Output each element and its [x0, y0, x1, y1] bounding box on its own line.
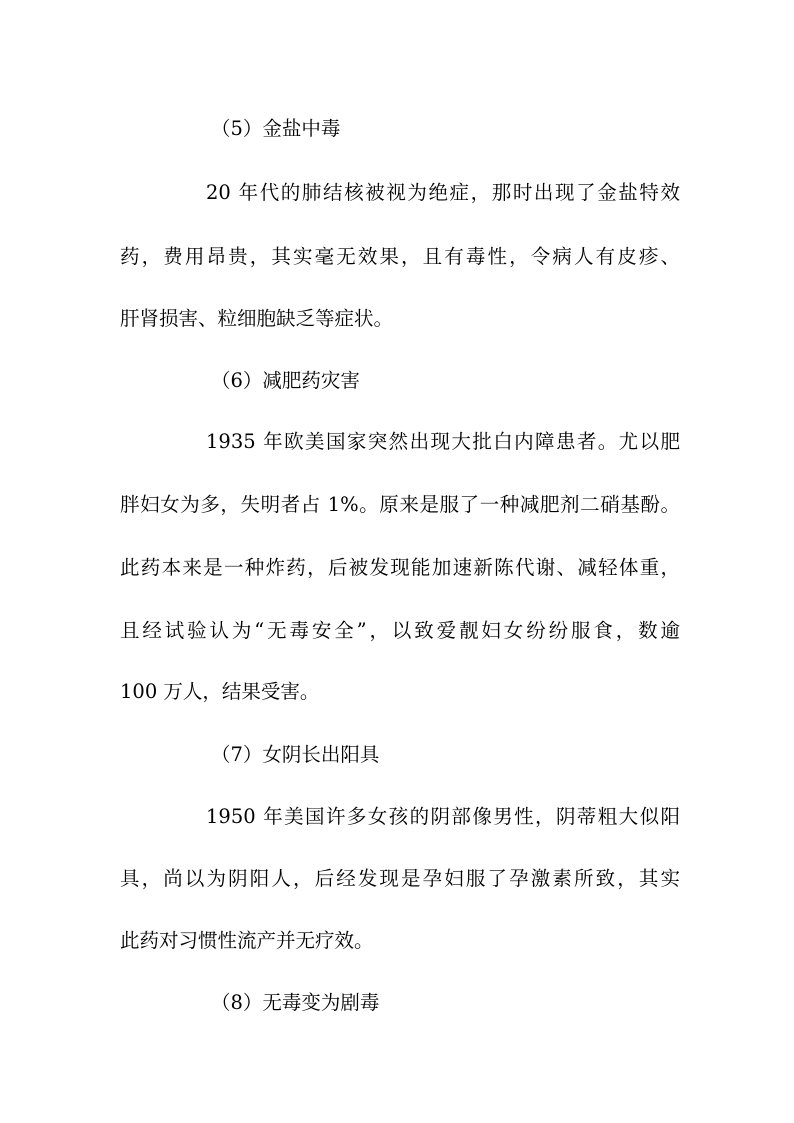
paragraph-line: 1950 年美国许多女孩的阴部像男性，阴蒂粗大似阳	[206, 805, 680, 828]
section-heading: （7）女阴长出阳具	[211, 743, 380, 766]
paragraph-line: 100 万人，结果受害。	[120, 680, 320, 703]
paragraph-line: 此药本来是一种炸药，后被发现能加速新陈代谢、减轻体重，	[120, 556, 680, 579]
section-heading: （6）减肥药灾害	[211, 369, 360, 392]
paragraph-line: 肝肾损害、粒细胞缺乏等症状。	[120, 307, 394, 330]
paragraph-line: 胖妇女为多，失明者占 1%。原来是服了一种减肥剂二硝基酚。	[120, 493, 680, 516]
paragraph-line: 具，尚以为阴阳人，后经发现是孕妇服了孕激素所致，其实	[120, 867, 680, 890]
paragraph-line: 此药对习惯性流产并无疗效。	[120, 929, 374, 952]
section-heading: （8）无毒变为剧毒	[211, 991, 380, 1014]
paragraph-line: 1935 年欧美国家突然出现大批白内障患者。尤以肥	[206, 430, 680, 453]
section-heading: （5）金盐中毒	[211, 117, 341, 140]
paragraph-line: 20 年代的肺结核被视为绝症，那时出现了金盐特效	[206, 181, 680, 204]
paragraph-line: 药，费用昂贵，其实毫无效果，且有毒性，令病人有皮疹、	[120, 245, 680, 268]
paragraph-line: 且经试验认为“无毒安全”，以致爱靓妇女纷纷服食，数逾	[120, 619, 680, 642]
